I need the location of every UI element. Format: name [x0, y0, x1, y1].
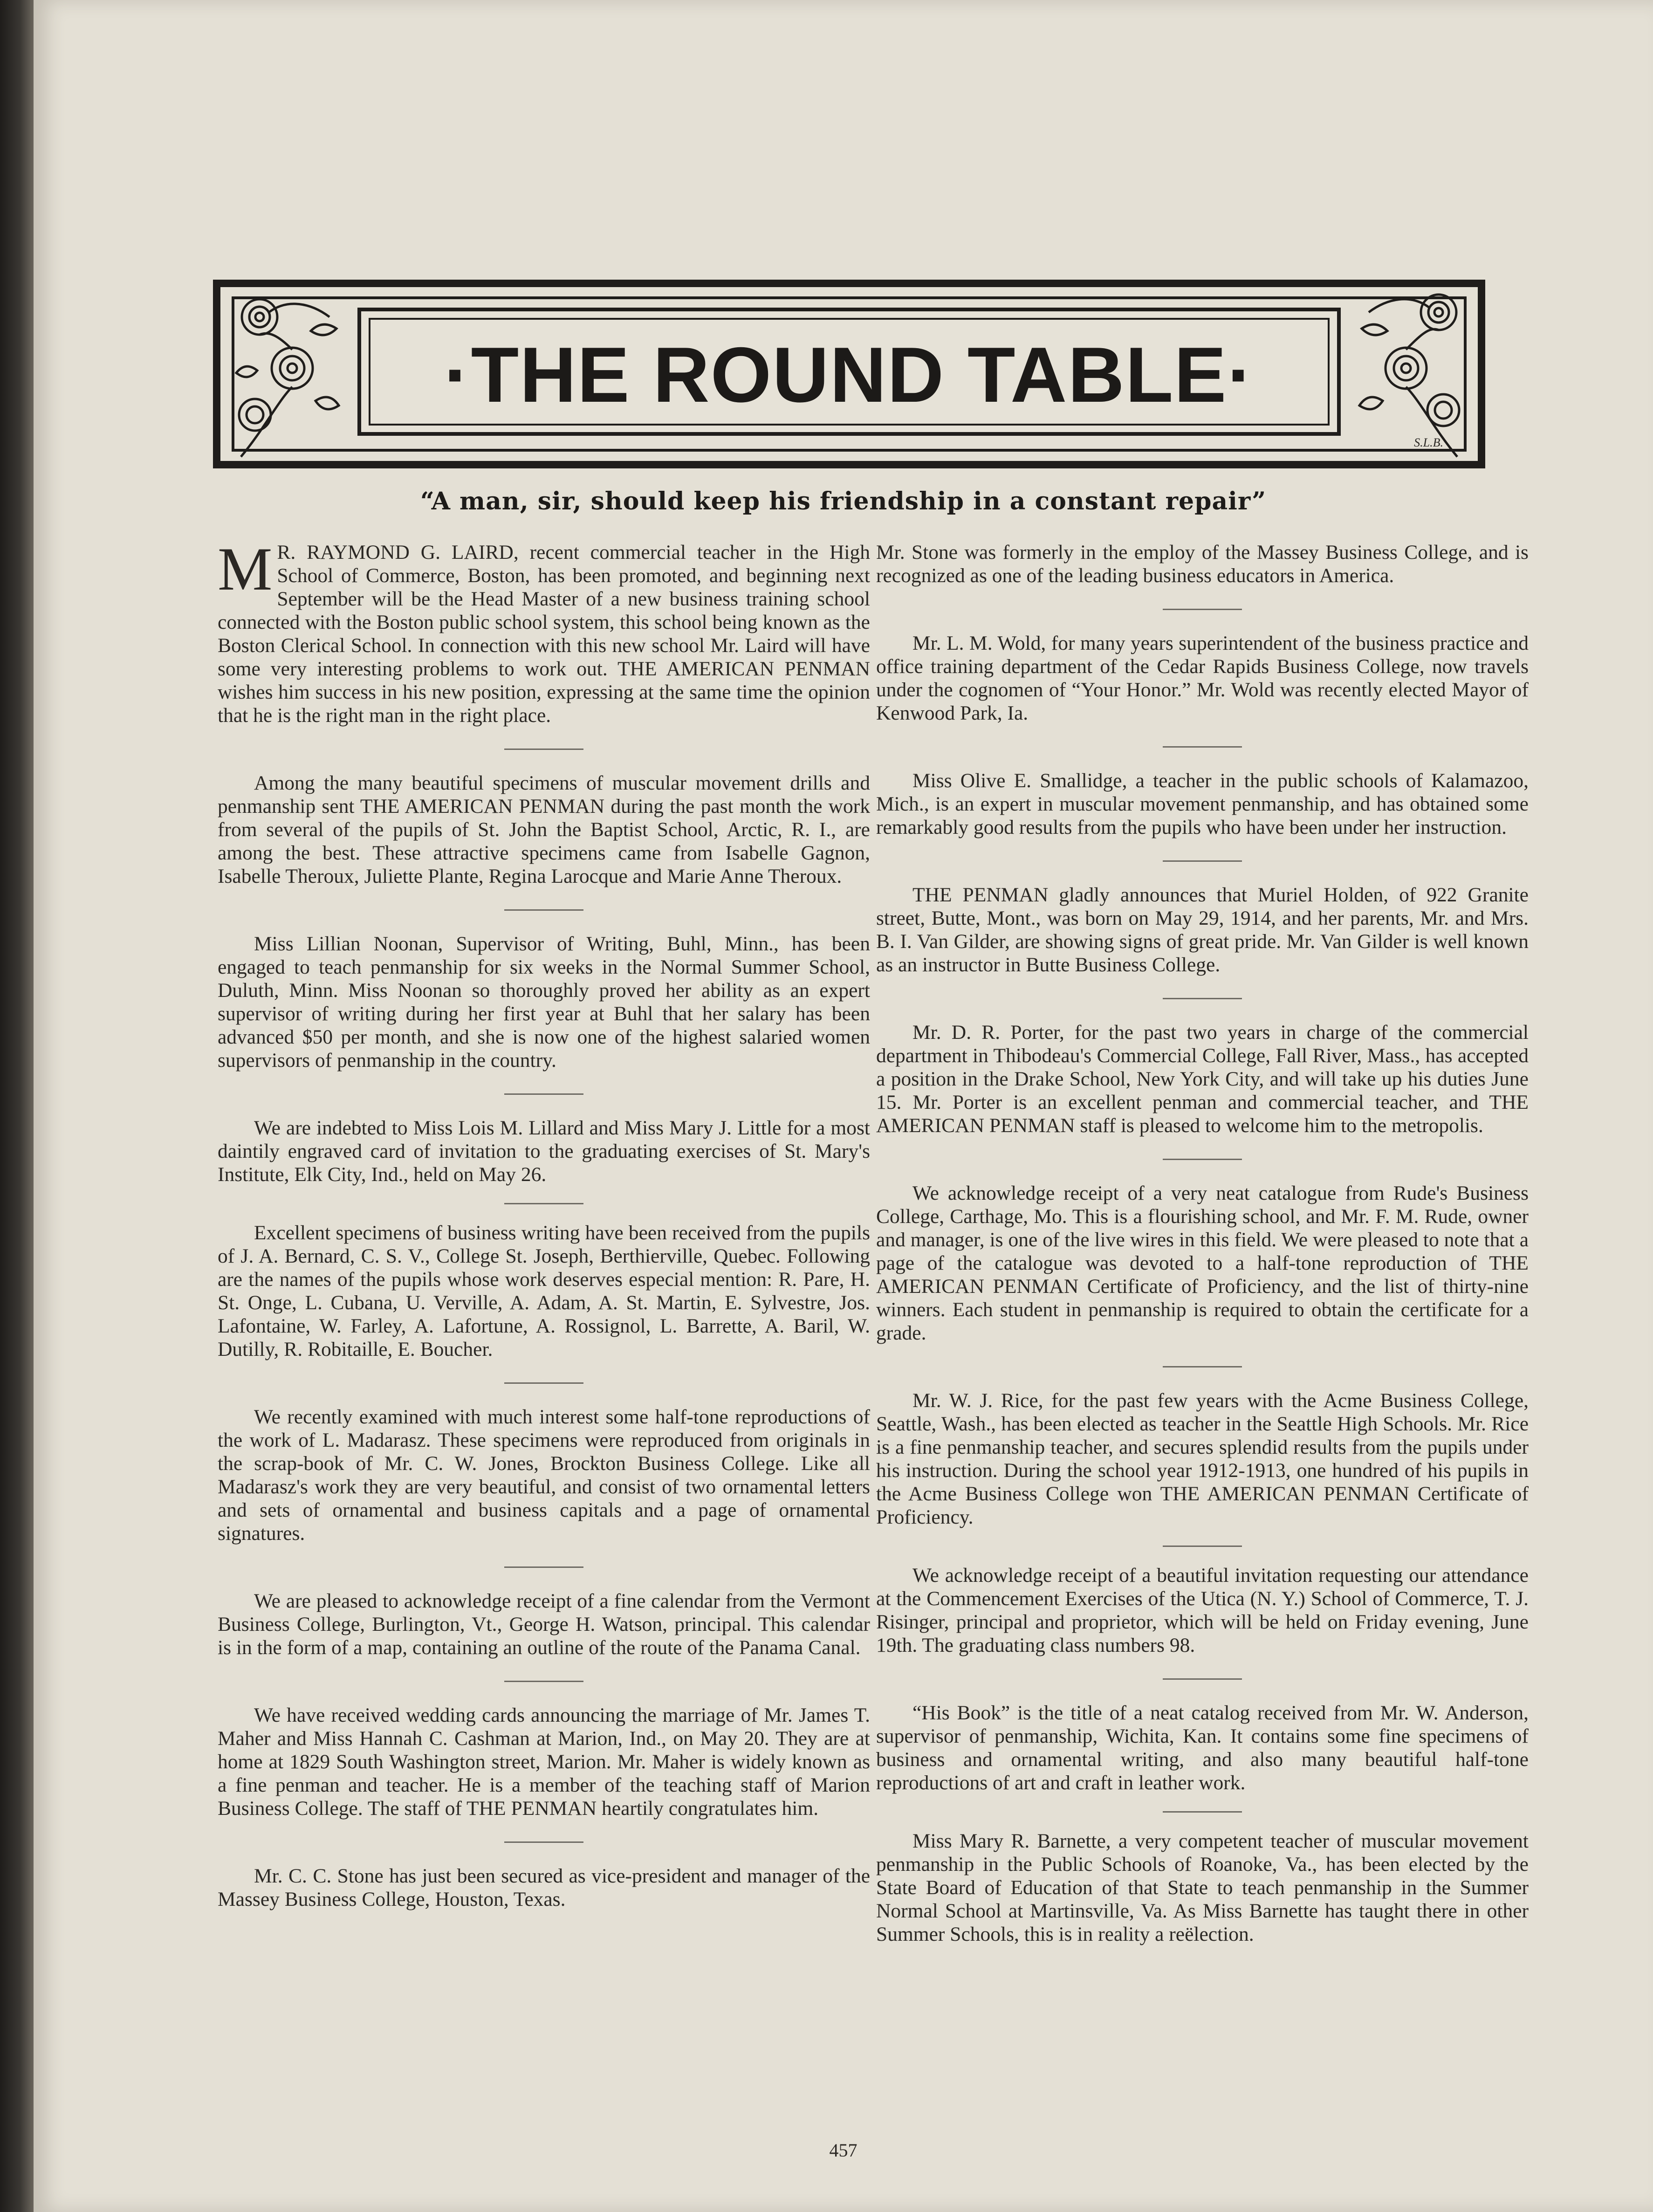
- article-lillard: We are indebted to Miss Lois M. Lillard and Miss Mary J. Little for a most daintily engraved card of invitation to the graduating exercises of St. Mary's Institute, Elk City, Ind., held on May 26.: [218, 1117, 870, 1186]
- right-column: [876, 541, 1529, 1946]
- divider: [504, 1093, 583, 1095]
- divider: [1163, 746, 1242, 748]
- page-number: 457: [829, 2140, 857, 2161]
- divider: [1163, 1366, 1242, 1367]
- divider: [504, 1566, 583, 1568]
- divider: [1163, 1678, 1242, 1680]
- artist-signature: S.L.B.: [1414, 436, 1443, 449]
- motto: “A man, sir, should keep his friendship in a constant repair”: [420, 487, 1267, 515]
- divider: [1163, 1159, 1242, 1160]
- divider: [504, 1681, 583, 1682]
- divider: [504, 749, 583, 750]
- article-noonan: Miss Lillian Noonan, Supervisor of Writing, Buhl, Minn., has been engaged to teach penmanship for six weeks in the Normal Summer School, Duluth, Minn. Miss Noonan so thoroughly proved her ability as an expert supervisor of writing during her first year at Buhl that her salary has been advanced $50 per month, and she is now one of the highest salaried women supervisors of penmanship in the country.: [218, 933, 870, 1072]
- divider: [504, 1382, 583, 1384]
- article-holden-birth: THE PENMAN gladly announces that Muriel Holden, of 922 Granite street, Butte, Mont., was born on May 29, 1914, and her parents, Mr. and Mrs. B. I. Van Gilder, are showing signs of great pride. Mr. Van Gilder is well known as an instructor in Butte Business College.: [876, 884, 1529, 976]
- article-porter: Mr. D. R. Porter, for the past two years in charge of the commercial department in Thibodeau's Commercial College, Fall River, Mass., has accepted a position in the Drake School, New York City, and will take up his duties June 15. Mr. Porter is an excellent penman and commercial teacher, and THE AMERICAN PENMAN staff is pleased to welcome him to the metropolis.: [876, 1021, 1529, 1137]
- article-vermont-calendar: We are pleased to acknowledge receipt of a fine calendar from the Vermont Business College, Burlington, Vt., George H. Watson, principal. This calendar is in the form of a map, containing an outline of the route of the Panama Canal.: [218, 1590, 870, 1659]
- drop-cap: M: [218, 535, 273, 603]
- divider: [1163, 1811, 1242, 1813]
- article-his-book: “His Book” is the title of a neat catalog received from Mr. W. Anderson, supervisor of penmanship, Wichita, Kan. It contains some fine specimens of business and ornamental writing, and also many beautiful half-tone reproductions of art and craft in leather work.: [876, 1702, 1529, 1794]
- divider: [1163, 998, 1242, 999]
- divider: [1163, 860, 1242, 862]
- divider: [504, 1203, 583, 1204]
- divider: [504, 1841, 583, 1843]
- rose-ornament-right-icon: [1345, 280, 1476, 468]
- article-bernard-specimens: Excellent specimens of business writing have been received from the pupils of J. A. Bernard, C. S. V., College St. Joseph, Berthierville, Quebec. Following are the names of the pupils whose work deserves especial mention: R. Pare, H. St. Onge, L. Cubana, U. Verville, A. Adam, A. St. Martin, E. Sylvestre, Jos. Lafontaine, W. Farley, A. Lafortune, A. Rossignol, L. Barrette, A. Baril, W. Dutilly, R. Robitaille, E. Boucher.: [218, 1222, 870, 1360]
- article-stone-continued: Mr. Stone was formerly in the employ of the Massey Business College, and is recognized as one of the leading business educators in America.: [876, 541, 1529, 587]
- article-st-john-specimens: Among the many beautiful specimens of muscular movement drills and penmanship sent THE AMERICAN PENMAN during the past month the work from several of the pupils of St. John the Baptist School, Arctic, R. I., are among the best. These attractive specimens came from Isabelle Gagnon, Isabelle Theroux, Juliette Plante, Regina Larocque and Marie Anne Theroux.: [218, 772, 870, 887]
- article-laird: M R. RAYMOND G. LAIRD, recent commercial teacher in the High School of Commerce, Boston, has been promoted, and beginning next September will be the Head Master of a new business training school connected with the Boston public school system, this school being known as the Boston Clerical School. In connection with this new school Mr. Laird will have some very interesting problems to work out. THE AMERICAN PENMAN wishes him success in his new position, expressing at the same time the opinion that he is the right man in the right place.: [218, 535, 870, 727]
- article-barnette: Miss Mary R. Barnette, a very competent teacher of muscular movement penmanship in the Public Schools of Roanoke, Va., has been elected by the State Board of Education of that State to teach penmanship in the Summer Normal School at Martinsville, Va. As Miss Barnette has taught there in other Summer Schools, this is in reality a reëlection.: [876, 1830, 1529, 1945]
- rose-ornament-left-icon: [222, 280, 353, 468]
- page-title: ·THE ROUND TABLE·: [444, 331, 1255, 419]
- article-madarasz: We recently examined with much interest some half-tone reproductions of the work of L. Madarasz. These specimens were reproduced from originals in the scrap-book of Mr. C. W. Jones, Brockton Business College. Like all Madarasz's work they are very beautiful, and consist of two ornamental letters and sets of ornamental and business capitals and a page of ornamental signatures.: [218, 1406, 870, 1545]
- book-binding: [0, 0, 34, 2212]
- article-maher-wedding: We have received wedding cards announcing the marriage of Mr. James T. Maher and Miss Hannah C. Cashman at Marion, Ind., on May 20. They are at home at 1829 South Washington street, Marion. Mr. Maher is widely known as a fine penman and teacher. He is a member of the teaching staff of Marion Business College. The staff of THE PENMAN heartily congratulates him.: [218, 1704, 870, 1820]
- article-utica-invitation: We acknowledge receipt of a beautiful invitation requesting our attendance at the Commencement Exercises of the Utica (N. Y.) School of Commerce, T. J. Risinger, principal and proprietor, which will be held on Friday evening, June 19th. The graduating class numbers 98.: [876, 1564, 1529, 1656]
- title-banner: [213, 280, 1485, 468]
- article-rice: Mr. W. J. Rice, for the past few years with the Acme Business College, Seattle, Wash., has been elected as teacher in the Seattle High Schools. Mr. Rice is a fine penmanship teacher, and secures splendid results from the pupils under his instruction. During the school year 1912-1913, one hundred of his pupils in the Acme Business College won THE AMERICAN PENMAN Certificate of Proficiency.: [876, 1389, 1529, 1528]
- article-stone: Mr. C. C. Stone has just been secured as vice-president and manager of the Massey Business College, Houston, Texas.: [218, 1865, 870, 1910]
- article-wold: Mr. L. M. Wold, for many years superintendent of the business practice and office training department of the Cedar Rapids Business College, now travels under the cognomen of “Your Honor.” Mr. Wold was recently elected Mayor of Kenwood Park, Ia.: [876, 632, 1529, 724]
- divider: [1163, 609, 1242, 610]
- article-rude-catalogue: We acknowledge receipt of a very neat catalogue from Rude's Business College, Carthage, Mo. This is a flourishing school, and Mr. F. M. Rude, owner and manager, is one of the live wires in this field. We were pleased to note that a page of the catalogue was devoted to a half-tone reproduction of THE AMERICAN PENMAN Certificate of Proficiency, and the list of thirty-nine winners. Each student in penmanship is required to obtain the certificate for a grade.: [876, 1182, 1529, 1344]
- divider: [1163, 1546, 1242, 1547]
- left-column: [218, 535, 870, 1911]
- title-box: [357, 308, 1341, 436]
- article-smallidge: Miss Olive E. Smallidge, a teacher in the public schools of Kalamazoo, Mich., is an expert in muscular movement penmanship, and has obtained some remarkably good results from the pupils who have been under her instruction.: [876, 769, 1529, 838]
- magazine-page: [34, 0, 1653, 2212]
- divider: [504, 909, 583, 911]
